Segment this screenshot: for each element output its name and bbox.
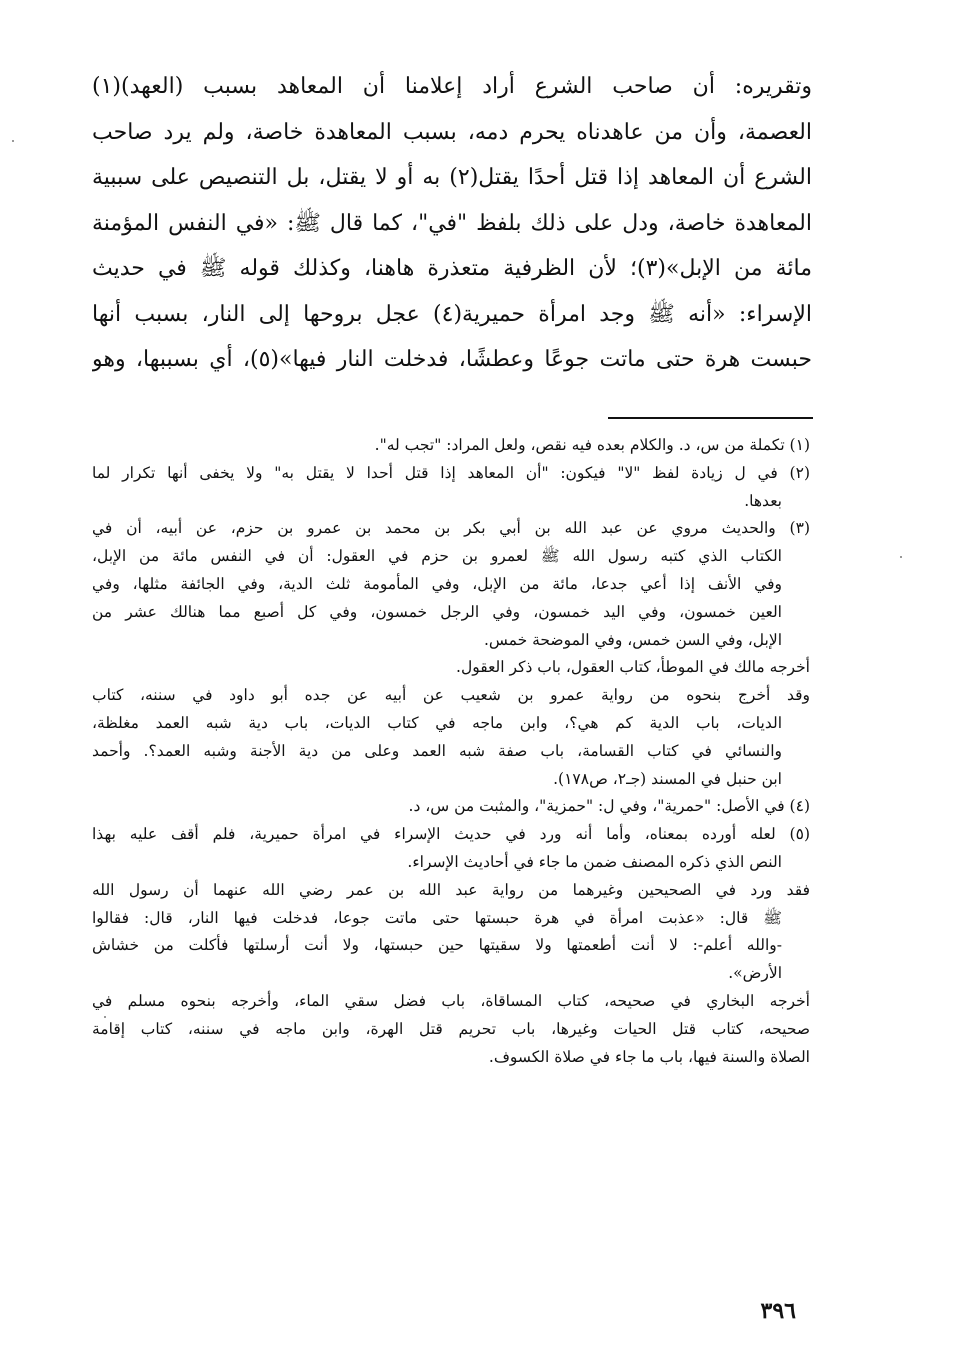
footnote-line: (٥) لعله أورده بمعناه، وأما أنه ورد في حديث الإسراء في امرأة حميرية، فلم أقف عليه بهذا [92,825,810,844]
footnote-line: النص الذي ذكره المصنف ضمن ما جاء في أحاديث الإسراء. [407,852,782,871]
scan-speck [900,556,902,558]
footnote-line: ابن حنبل في المسند (جـ٢، ص١٧٨). [553,769,782,788]
footnote-line: الصلاة والسنة فيها، باب ما جاء في صلاة الكسوف. [488,1047,810,1066]
footnote-line: وفي الأنف إذا أعي جدعا، مائة من الإبل، وفي المأمومة ثلث الدية، وفي الجائفة مثلها، وفي [92,574,782,593]
footnote-line: (٤) في الأصل: "حمرية"، وفي ل: "حمزية"، والمثبت من س، د. [408,797,810,816]
footnote-line: والنسائي في كتاب القسامة، باب صفة شبه العمد وعلى من دية الأجنة وشبه العمد؟. وأحمد [92,741,782,760]
main-text-line: المعاهدة خاصة، ودل على ذلك بلفظ "في"، كما قال ﷺ: «في النفس المؤمنة [92,210,812,236]
main-text-line: العصمة، وأن من عاهدناه يحرم دمه، بسبب المعاهدة خاصة، ولم يرد صاحب [92,119,812,145]
footnotes-block [92,432,816,1071]
main-text-line: حبست هرة حتى ماتت جوعًا وعطشًا، فدخلت النار فيها»(٥)، أي بسببها، وهو [92,347,812,372]
footnote-line: أخرجه مالك في الموطأ، كتاب العقول، باب ذكر العقول. [456,658,810,677]
footnote-line: وقد أخرج بنحوه من رواية عمرو بن شعيب عن أبيه عن جده أبو داود في سننه، كتاب [92,686,810,705]
page-number: ٣٩٦ [760,1298,796,1324]
footnote-line: الأرض». [728,964,782,983]
footnote-line: العين خمسون، وفي اليد خمسون، وفي الرجل خمسون، وفي كل أصبع مما هنالك عشر من [92,602,782,621]
main-text-line: الشرع أن المعاهد إذا قتل أحدًا يقتل(٢) به أو لا يقتل، بل التنصيص على سببية [92,165,812,190]
main-text-line: الإسراء: «أنه ﷺ وجد امرأة حميرية(٤) عجل بروحها إلى النار، بسبب أنها [92,301,812,327]
footnote-line: (٢) في ل زيادة لفظ "لا" فيكون: "أن المعاهد إذا قتل أحدا لا يقتل به" ولا يخفى أنها تكرار لما [92,463,810,482]
footnote-line: ﷺ قال: «عذبت امرأة في هرة حبستها حتى ماتت جوعا، فدخلت فيها النار، قال: فقالوا [92,908,782,927]
footnote-separator [608,417,813,419]
main-text-line: مائة من الإبل»(٣)؛ لأن الظرفية متعذرة هاهنا، وكذلك قوله ﷺ في حديث [92,256,812,281]
footnote-line: بعدها. [744,491,782,510]
scan-speck [12,140,14,142]
footnote-line: فقد ورد في الصحيحين وغيرهما من رواية عبد الله بن عمر رضي الله عنهما أن رسول الله [92,880,810,899]
footnote-line: (٣) والحديث مروي عن عبد الله بن أبي بكر بن محمد بن عمرو بن حزم، عن أبيه، أن في [92,519,810,538]
footnote-line: الديات، باب الدية كم هي؟، وابن ماجه في كتاب الديات، باب دية شبه العمد مغلظة، [92,713,782,732]
footnote-line: (١) تكملة من س، د. والكلام بعده فيه نقص، ولعل المراد: "تجب له". [374,436,810,454]
scan-speck [104,1016,106,1018]
footnote-line: الكتاب الذي كتبه رسول الله ﷺ لعمرو بن حزم في العقول: أن في النفس مائة من الإبل، [92,547,782,566]
footnote-line: -والله أعلم-: لا أنت أطعمتها ولا سقيتها حين حبستها، ولا أنت أرسلتها فأكلت من خشاش [92,936,782,955]
main-text-block [92,64,812,383]
main-text-line: وتقريره: أن صاحب الشرع أراد إعلامنا أن المعاهد بسبب (العهد)(١) [92,74,812,99]
footnote-line: أخرجه البخاري في صحيحه، كتاب المساقاة، باب فضل سقي الماء، وأخرجه بنحوه مسلم في [92,991,810,1010]
footnote-line: الإبل، وفي السن خمس، وفي الموضحة خمس. [483,630,782,649]
footnote-line: صحيحه، كتاب قتل الحيات وغيرها، باب تحريم قتل الهرة، وابن ماجه في سننه، كتاب إقامة [92,1019,810,1038]
